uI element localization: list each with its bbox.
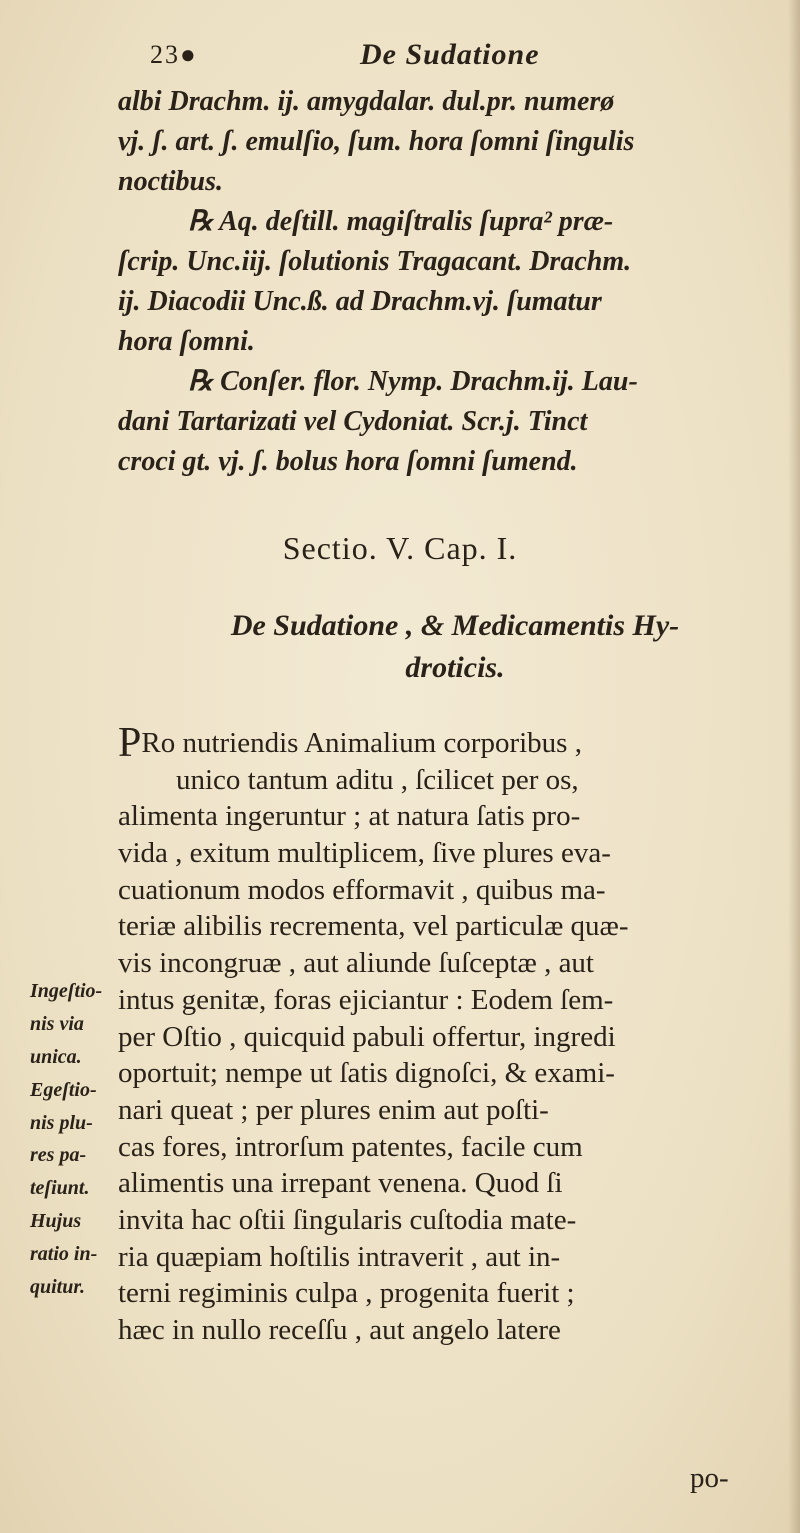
marginal-note-line: res pa- [30,1144,87,1167]
page-number: 23● [150,40,198,69]
prescription-line: dani Tartarizati vel Cydoniat. Scr.j. Tinct [118,406,588,437]
body-line: teriæ alibilis recrementa, vel particulæ quæ- [118,910,629,943]
chapter-title-line: De Sudatione , & Medicamentis Hy- [230,609,680,642]
marginal-notes [30,975,118,1304]
body-line: vida , exitum multiplicem, ſive plures eva- [118,837,611,870]
catchword: po- [690,1462,729,1494]
chapter-title [175,605,735,689]
prescription-line: albi Drachm. ij. amygdalar. dul.pr. numerø [118,86,615,117]
body-line-text: Ro nutriendis Animalium corporibus , [141,727,582,759]
marginal-note-line: Ingeſtio- [30,980,103,1002]
body-text [118,725,768,1349]
prescription-block [118,82,768,482]
body-line: cuationum modos efformavit , quibus ma- [118,873,606,906]
marginal-note-line: quitur. [30,1276,86,1299]
drop-cap: P [118,725,142,762]
prescription-line: ℞ Aq. deſtill. magiſtralis ſupra² præ- [188,206,614,237]
body-line: vis incongruæ , aut aliunde ſuſceptæ , aut [118,947,594,980]
prescription-line: noctibus. [118,166,224,197]
body-line: terni regiminis culpa , progenita fuerit ; [118,1277,575,1310]
body-line-first [118,725,768,762]
prescription-line: ſcrip. Unc.iij. ſolutionis Tragacant. Drachm. [118,246,632,277]
marginal-note-line: ratio in- [30,1243,98,1266]
prescription-line: vj. ʃ. art. ʃ. emulſio, ſum. hora ſomni ſingulis [118,126,635,157]
body-line: ria quæpiam hoſtilis intraverit , aut in- [118,1240,561,1273]
marginal-note-line: teſiunt. [30,1177,90,1200]
prescription-line: croci gt. vj. ʃ. bolus hora ſomni ſumend. [118,446,578,477]
body-line: hæc in nullo receſſu , aut angelo latere [118,1314,561,1346]
running-head [150,40,770,80]
page-edge-shadow [788,0,800,1533]
running-title: De Sudatione [360,38,540,71]
body-line: cas fores, introrſum patentes, facile cum [118,1130,583,1163]
prescription-line: hora ſomni. [118,326,255,357]
body-line: invita hac oſtii ſingularis cuſtodia mate- [118,1203,577,1236]
prescription-line: ij. Diacodii Unc.ß. ad Drachm.vj. ſumatur [118,286,602,317]
marginal-note-line: unica. [30,1045,82,1068]
marginal-note-line: nis plu- [30,1111,93,1134]
body-line: unico tantum aditu , ſcilicet per os, [176,763,579,796]
body-line: nari queat ; per plures enim aut poſti- [118,1093,549,1126]
prescription-line: ℞ Conſer. flor. Nymp. Drachm.ij. Lau- [188,366,638,397]
marginal-note-line: Egeſtio- [30,1078,97,1101]
body-line: oportuit; nempe ut ſatis dignoſci, & exami- [118,1057,615,1090]
marginal-note-line: nis via [30,1012,84,1035]
body-line: intus genitæ, foras ejiciantur : Eodem ſem- [118,983,614,1016]
body-line: per Oſtio , quicquid pabuli offertur, ingredi [118,1020,616,1053]
section-heading: Sectio. V. Cap. I. [282,530,518,566]
body-line: alimenta ingeruntur ; at natura ſatis pro- [118,800,581,833]
body-line: alimentis una irrepant venena. Quod ſi [118,1167,563,1200]
marginal-note-line: Hujus [30,1210,82,1233]
chapter-title-line: droticis. [405,651,505,684]
